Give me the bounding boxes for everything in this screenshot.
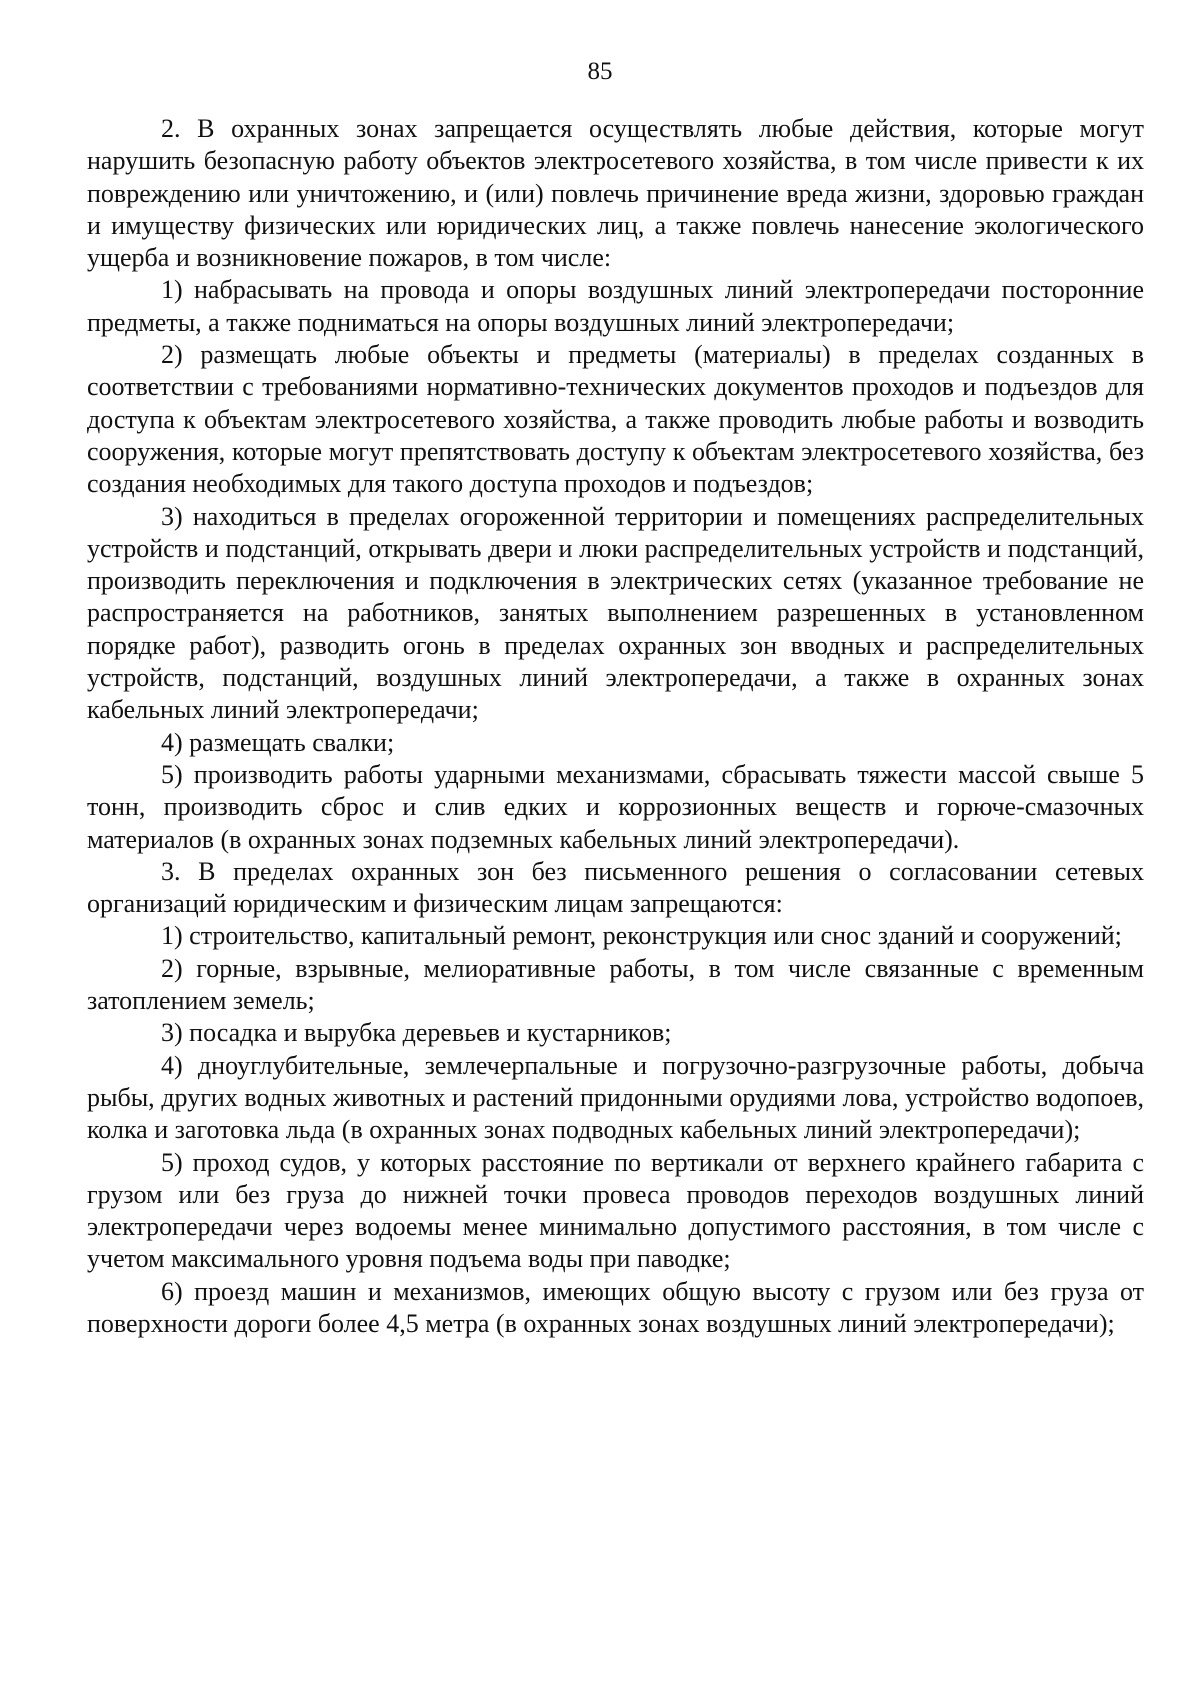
page-number: 85 <box>587 58 613 85</box>
paragraph-section-3-item-3: 3) посадка и вырубка деревьев и кустарников; <box>161 1018 672 1048</box>
paragraph-item-2: 2) размещать любые объекты и предметы (материалы) в пределах созданных в соответствии с требованиями нормативно-технических документов проходов и подъездов для доступа к объектам электросетевого хозяйства, а также проводить любые работы и возводить сооружения, которые могут препятствовать доступу к объектам электросетевого хозяйства, без создания необходимых для такого доступа проходов и подъездов; <box>87 340 1144 499</box>
paragraph-section-3-item-6: 6) проезд машин и механизмов, имеющих общую высоту с грузом или без груза от поверхности дороги более 4,5 метра (в охранных зонах воздушных линий электропередачи); <box>87 1276 1144 1338</box>
paragraph-section-3-item-5: 5) проход судов, у которых расстояние по вертикали от верхнего крайнего габарита с грузом или без груза до нижней точки провеса проводов переходов воздушных линий электропередачи через водоемы менее минимально допустимого расстояния, в том числе с учетом максимального уровня подъема воды при паводке; <box>87 1147 1144 1274</box>
paragraph-item-3: 3) находиться в пределах огороженной территории и помещениях распределительных устройств и подстанций, открывать двери и люки распределительных устройств и подстанций, производить переключения и подключения в электрических сетях (указанное требование не распространяется на работников, занятых выполнением разрешенных в установленном порядке работ), разводить огонь в пределах охранных зон вводных и распределительных устройств, подстанций, воздушных линий электропередачи, а также в охранных зонах кабельных линий электропередачи; <box>87 501 1144 725</box>
paragraph-item-1: 1) набрасывать на провода и опоры воздушных линий электропередачи посторонние предметы, а также подниматься на опоры воздушных линий электропередачи; <box>87 275 1144 337</box>
paragraph-section-3-item-1: 1) строительство, капитальный ремонт, реконструкция или снос зданий и сооружений; <box>161 921 1122 951</box>
paragraph-section-3-intro: 3. В пределах охранных зон без письменного решения о согласовании сетевых организаций юридическим и физическим лицам запрещаются: <box>87 856 1144 919</box>
paragraph-item-4: 4) размещать свалки; <box>161 727 395 757</box>
paragraph-item-5: 5) производить работы ударными механизмами, сбрасывать тяжести массой свыше 5 тонн, производить сброс и слив едких и коррозионных веществ и горюче-смазочных материалов (в охранных зонах подземных кабельных линий электропередачи). <box>87 759 1144 854</box>
paragraph-section-3-item-2: 2) горные, взрывные, мелиоративные работы, в том числе связанные с временным затоплением земель; <box>87 953 1144 1016</box>
paragraph-section-2-intro: 2. В охранных зонах запрещается осуществлять любые действия, которые могут нарушить безопасную работу объектов электросетевого хозяйства, в том числе привести к их повреждению или уничтожению, и (или) повлечь причинение вреда жизни, здоровью граждан и имуществу физических или юридических лиц, а также повлечь нанесение экологического ущерба и возникновение пожаров, в том числе: <box>87 114 1144 273</box>
paragraph-section-3-item-4: 4) дноуглубительные, землечерпальные и погрузочно-разгрузочные работы, добыча рыбы, других водных животных и растений придонными орудиями лова, устройство водопоев, колка и заготовка льда (в охранных зонах подводных кабельных линий электропередачи); <box>87 1050 1144 1145</box>
document-body <box>87 113 1144 1340</box>
